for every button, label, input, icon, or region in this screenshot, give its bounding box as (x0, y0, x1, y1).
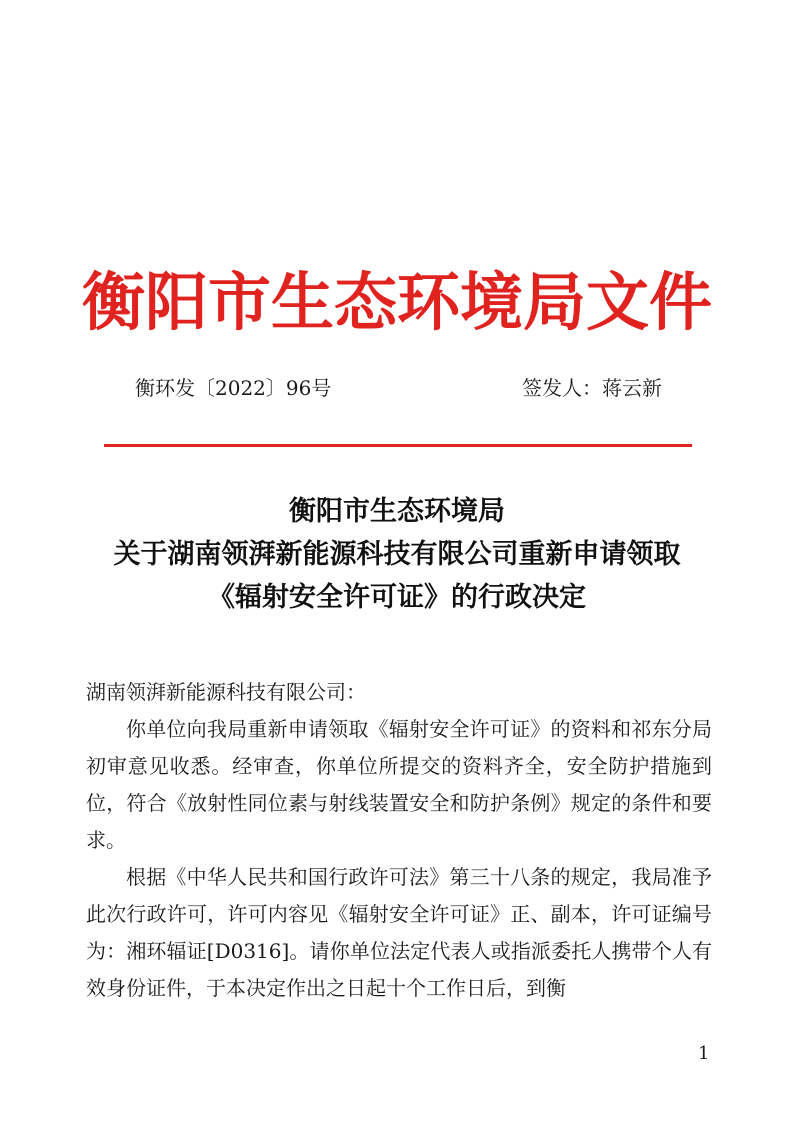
document-meta-row (0, 373, 794, 403)
document-body (86, 674, 712, 1007)
red-separator-line (104, 444, 692, 447)
body-paragraph-2: 根据《中华人民共和国行政许可法》第三十八条的规定，我局准予此次行政许可，许可内容见《辐射安全许可证》正、副本，许可证编号为：湘环辐证[D0316]。请你单位法定代表人或指派委托人携带个人有效身份证件，于本决定作出之日起十个工作日后，到衡 (86, 865, 712, 1000)
salutation: 湖南领湃新能源科技有限公司： (86, 680, 366, 704)
signer: 签发人：蒋云新 (522, 376, 662, 400)
title-line-3: 《辐射安全许可证》的行政决定 (208, 582, 586, 613)
document-number: 衡环发〔2022〕96号 (135, 376, 332, 400)
document-title (0, 490, 794, 619)
issuer-banner: 衡阳市生态环境局文件 (82, 265, 712, 339)
page-number: 1 (698, 1043, 710, 1064)
body-paragraph-1: 你单位向我局重新申请领取《辐射安全许可证》的资料和祁东分局初审意见收悉。经审查，你单位所提交的资料齐全，安全防护措施到位，符合《放射性同位素与射线装置安全和防护条例》规定的条件和要求。 (86, 717, 712, 852)
title-line-1: 衡阳市生态环境局 (289, 496, 505, 527)
title-line-2: 关于湖南领湃新能源科技有限公司重新申请领取 (113, 539, 681, 570)
